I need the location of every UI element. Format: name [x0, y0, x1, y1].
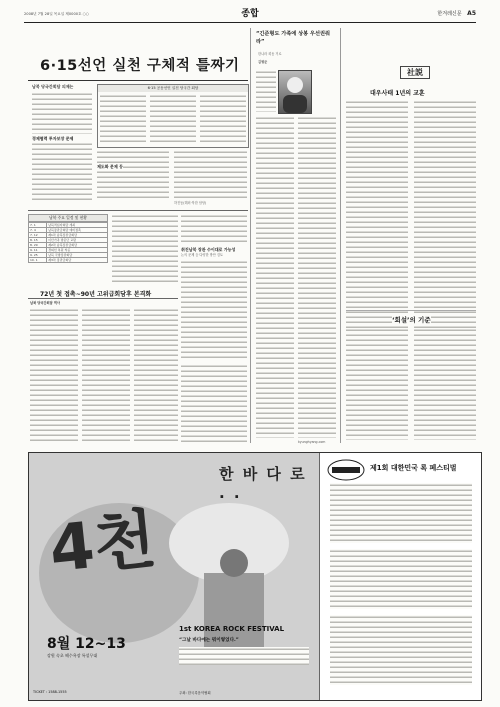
editorial-title-1: 대우사태 1년의 교훈 — [370, 90, 425, 97]
text-column-3 — [97, 150, 169, 200]
lineup-block-1 — [330, 483, 472, 543]
column-text-a — [256, 70, 276, 112]
ad-festival-en: 1st KOREA ROCK FESTIVAL — [179, 625, 285, 633]
schedule-table — [28, 214, 108, 263]
paper-info — [437, 10, 476, 17]
section-subhead: 제도화 문제 등 — [97, 164, 123, 169]
editorial-divider — [340, 28, 341, 443]
ad-details — [179, 647, 309, 665]
row-date: 9. 25 — [29, 253, 47, 258]
text-column-4 — [174, 150, 247, 200]
editorial-text-3 — [346, 328, 408, 440]
box-col-a — [100, 94, 146, 144]
schedule-title: 남북 주요 일정 및 현황 — [28, 214, 108, 222]
column-text-b — [256, 116, 294, 438]
text-column-7 — [181, 260, 247, 360]
row-event: 남북 국방장관회담 — [47, 253, 108, 258]
ad-lineup — [319, 453, 482, 700]
ad-organizer: 주최: 한국록음악협회 — [179, 691, 211, 695]
column-headline: “긴준형도 가족에 상봉 우선권줘라” — [256, 31, 330, 45]
row-date: 7. 1 — [29, 223, 47, 228]
policy-box — [97, 84, 249, 148]
lower-rule — [28, 298, 178, 299]
middle-sub: 논의 문제 등 다양한 방안 검토 — [181, 253, 224, 257]
editorial-text-4 — [414, 328, 476, 440]
rock-festival-ad — [28, 452, 482, 701]
text-column-10 — [134, 308, 178, 442]
column-author: 김형준 — [258, 60, 268, 64]
text-column-6 — [181, 214, 247, 244]
column-source: kyunghyang.com — [298, 440, 326, 444]
row-event: 남북장관급회담 예비접촉 — [47, 228, 108, 233]
portrait-icon — [279, 71, 311, 113]
text-column-2 — [32, 142, 92, 200]
ad-big-text: 4천 — [46, 502, 160, 588]
row-event: 이산가족 방문단 교환 — [47, 238, 108, 243]
editorial-badge-wrap — [400, 60, 430, 79]
date-line: 2008년 7월 28일 목요일 제0000호 ○○ — [24, 12, 89, 16]
editorial-text-2 — [414, 100, 476, 340]
lead-label: 남북 당국간회담 의제는 — [32, 84, 74, 89]
column-divider — [250, 28, 251, 443]
box-col-b — [150, 94, 196, 144]
masthead — [24, 6, 476, 23]
editorial-title-2: ‘회설’의 기준 — [392, 316, 431, 324]
author-photo — [278, 70, 312, 114]
editorial-text-1 — [346, 100, 408, 340]
headline-rule — [28, 80, 248, 81]
text-column-9 — [82, 308, 130, 442]
row-date: 9. 11 — [29, 248, 47, 253]
row-date: 8. 15 — [29, 238, 47, 243]
editorial-badge: 社説 — [400, 66, 430, 79]
box-col-c — [200, 94, 246, 144]
ad-graphic — [29, 453, 319, 700]
row-date: 10. 1 — [29, 258, 47, 263]
page-number: A5 — [467, 10, 476, 17]
paper-name: 한겨레신문 — [437, 11, 462, 17]
sidebar-subhead: 경제협력 투자보장 문제 — [32, 136, 74, 141]
lower-label: 남북 당국간회담 역사 — [30, 301, 60, 305]
editorial-rule — [346, 310, 476, 311]
row-event: 경의선 복원 착공 — [47, 248, 108, 253]
lineup-block-2 — [330, 549, 472, 609]
table-row — [29, 258, 108, 263]
row-event: 제2차 남북장관급회담 — [47, 243, 108, 248]
text-column-11 — [181, 364, 247, 442]
ad-ticket: TICKET : 1588-1555 — [33, 690, 67, 694]
row-event: 제1차 남북장관급회담 — [47, 233, 108, 238]
text-column-5 — [112, 214, 178, 284]
text-column-8 — [30, 308, 78, 442]
lower-headline: 72년 첫 접촉~90년 고위급회담후 본격화 — [40, 291, 152, 298]
korea-rock-logo — [326, 459, 366, 481]
column-text-c — [298, 116, 336, 438]
lineup-block-3 — [330, 615, 472, 685]
row-date: 7. 12 — [29, 233, 47, 238]
middle-headline: 취진남북 장관 수이대로 가능성 — [181, 247, 236, 252]
row-date: 7. 4 — [29, 228, 47, 233]
section-title: 종합 — [241, 9, 259, 19]
section-divider — [28, 210, 248, 211]
ad-festival-ko: 제1회 대한민국 록 페스티벌 — [370, 464, 457, 472]
box-title: 6·15 공동선언 실천 당국간 회담 — [98, 85, 248, 92]
ad-date: 8월 12~13 — [47, 636, 126, 652]
ad-vertical-text: 한 바 다 로 . . — [219, 465, 307, 502]
ad-slogan: “그날 바다에는 뭐이렇었다.” — [179, 638, 239, 643]
column-byline: 한나라 회동 거로 — [258, 52, 282, 56]
row-event: 제3차 장관급회담 — [47, 258, 108, 263]
main-headline: 6·15선언 실천 구체적 틀짜기 — [40, 58, 240, 74]
text-column-1 — [32, 92, 92, 134]
row-date: 8. 29 — [29, 243, 47, 248]
author-note: 하진동(해외·북한 담당) — [174, 201, 207, 205]
ad-venue: 강원 속초 해수욕장 특설무대 — [47, 653, 98, 658]
row-event: 남북적십자회담 개최 — [47, 223, 108, 228]
